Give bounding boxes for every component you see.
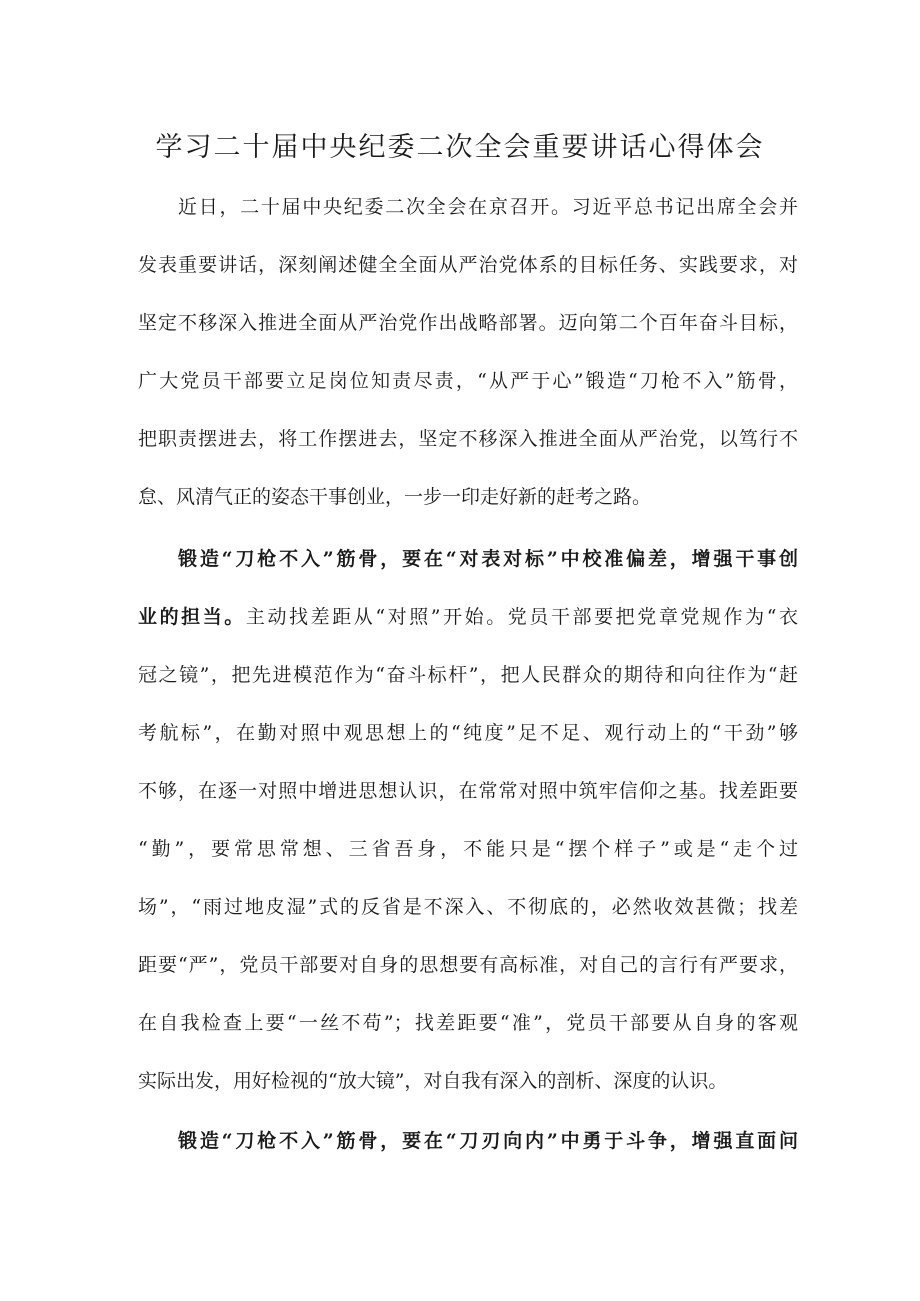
- paragraph-line: 坚定不移深入推进全面从严治党作出战略部署。迈向第二个百年奋斗目标，: [138, 312, 798, 334]
- paragraph-line: “勤”，要常思常想、三省吾身，不能只是“摆个样子”或是“走个过: [138, 838, 798, 860]
- paragraph-line: 距要“严”，党员干部要对自身的思想要有高标准，对自己的言行有严要求，: [138, 954, 798, 976]
- paragraph-line: 广大党员干部要立足岗位知责尽责，“从严于心”锻造“刀枪不入”筋骨，: [138, 370, 798, 392]
- paragraph-1: [138, 178, 798, 526]
- paragraph-heading-line: 锻造“刀枪不入”筋骨，要在“刀刃向内”中勇于斗争，增强直面问: [178, 1130, 798, 1152]
- paragraph-3: [138, 1112, 798, 1170]
- document-title: 学习二十届中央纪委二次全会重要讲话心得体会: [155, 132, 765, 163]
- paragraph-line: 不够，在逐一对照中增进思想认识，在常常对照中筑牢信仰之基。找差距要: [138, 780, 798, 802]
- paragraph-line: 怠、风清气正的姿态干事创业，一步一印走好新的赶考之路。: [138, 486, 652, 508]
- paragraph-line: 发表重要讲话，深刻阐述健全全面从严治党体系的目标任务、实践要求，对: [138, 254, 798, 276]
- paragraph-line: 场”，“雨过地皮湿”式的反省是不深入、不彻底的，必然收效甚微；找差: [138, 896, 798, 918]
- paragraph-2: [138, 530, 798, 1110]
- paragraph-line: 近日，二十届中央纪委二次全会在京召开。习近平总书记出席全会并: [178, 196, 798, 218]
- paragraph-line: [138, 588, 798, 646]
- paragraph-heading-tail: 业的担当。: [138, 606, 246, 628]
- paragraph-line: 冠之镜”，把先进模范作为“奋斗标杆”，把人民群众的期待和向往作为“赶: [138, 664, 798, 686]
- paragraph-line: 考航标”，在勤对照中观思想上的“纯度”足不足、观行动上的“干劲”够: [138, 722, 798, 744]
- paragraph-text: 主动找差距从“对照”开始。党员干部要把党章党规作为“衣: [245, 606, 798, 628]
- paragraph-heading-line: 锻造“刀枪不入”筋骨，要在“对表对标”中校准偏差，增强干事创: [178, 548, 798, 570]
- paragraph-line: 实际出发，用好检视的“放大镜”，对自我有深入的剖析、深度的认识。: [138, 1070, 728, 1092]
- paragraph-line: 把职责摆进去，将工作摆进去，坚定不移深入推进全面从严治党，以笃行不: [138, 428, 798, 450]
- paragraph-line: 在自我检查上要“一丝不苟”；找差距要“准”，党员干部要从自身的客观: [138, 1012, 798, 1034]
